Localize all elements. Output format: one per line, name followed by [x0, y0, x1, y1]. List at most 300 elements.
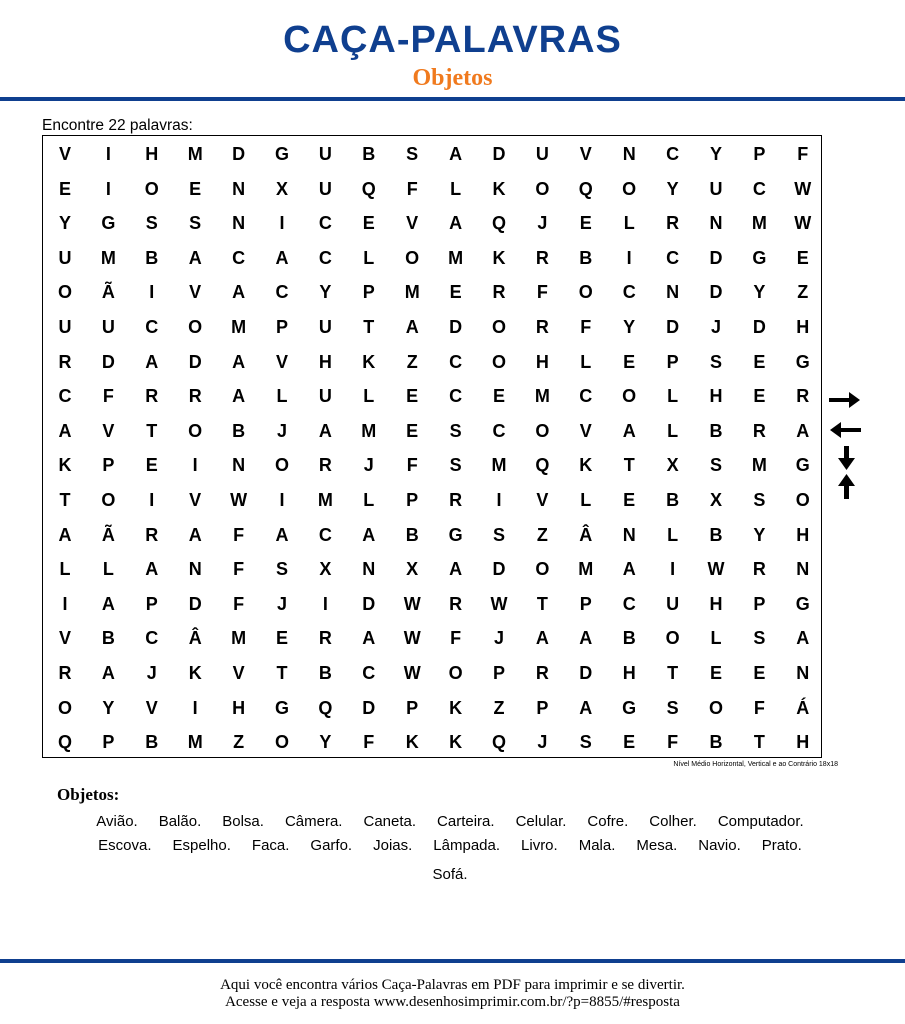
grid-letter: B — [709, 524, 723, 545]
grid-letter: V — [579, 144, 592, 164]
grid-letter: M — [534, 386, 550, 407]
grid-letter: D — [188, 593, 202, 614]
grid-letter: C — [145, 628, 159, 649]
grid-letter: T — [59, 490, 71, 510]
grid-letter: G — [274, 697, 289, 718]
grid-letter: A — [145, 559, 159, 580]
grid-letter: S — [189, 213, 202, 234]
arrow-up-icon — [838, 474, 855, 499]
grid-letter: V — [189, 490, 202, 510]
grid-letter: N — [362, 559, 376, 580]
grid-letter: T — [536, 593, 548, 614]
grid-letter: O — [622, 386, 637, 407]
grid-letter: S — [753, 490, 766, 510]
grid-letter: G — [795, 593, 810, 614]
grid-letter: O — [57, 697, 72, 718]
grid-letter: P — [406, 490, 419, 510]
grid-letter: L — [580, 490, 592, 510]
grid-letter: U — [318, 386, 332, 407]
grid-letter: W — [403, 593, 421, 614]
grid-letter: H — [232, 697, 246, 718]
grid-letter: W — [794, 178, 812, 199]
grid-letter: K — [492, 247, 506, 268]
grid-letter: U — [318, 178, 332, 199]
grid-letter: O — [535, 420, 550, 441]
grid-letter: A — [275, 524, 289, 545]
grid-letter: X — [406, 559, 419, 580]
grid-letter: R — [535, 663, 549, 683]
grid-letter: N — [232, 455, 246, 476]
footer-line-2: Acesse e veja a resposta www.desenhosimprimir.com.br/?p=8855/#resposta — [225, 994, 680, 1010]
grid-letter: B — [362, 144, 376, 164]
grid-letter: O — [578, 282, 593, 303]
grid-letter: K — [188, 663, 202, 683]
grid-letter: Ã — [101, 524, 115, 545]
grid-letter: O — [274, 455, 289, 476]
grid-letter: U — [58, 317, 72, 337]
grid-letter: C — [752, 178, 766, 199]
grid-letter: O — [101, 490, 116, 510]
grid-letter: U — [58, 247, 72, 268]
grid-letter: L — [450, 178, 462, 199]
page-title: CAÇA-PALAVRAS — [283, 19, 622, 61]
grid-letter: T — [146, 420, 158, 441]
grid-letter: Q — [491, 732, 506, 753]
grid-letter: F — [536, 282, 548, 303]
grid-letter: B — [709, 732, 723, 753]
grid-letter: A — [579, 697, 593, 718]
grid-letter: Â — [188, 628, 202, 649]
grid-letter: Â — [579, 524, 593, 545]
grid-letter: Y — [709, 144, 722, 164]
grid-letter: L — [580, 351, 592, 372]
grid-letter: E — [623, 732, 636, 753]
grid-letter: A — [622, 420, 636, 441]
grid-letter: E — [579, 213, 592, 234]
grid-letter: F — [406, 178, 418, 199]
grid-letter: K — [579, 455, 593, 476]
grid-letter: O — [622, 178, 637, 199]
arrow-right-icon — [829, 392, 860, 408]
word-list-item: Bolsa. — [222, 813, 264, 830]
grid-letter: L — [363, 490, 375, 510]
grid-letter: L — [59, 559, 71, 580]
grid-letter: B — [101, 628, 115, 649]
word-list-item: Joias. — [373, 837, 413, 854]
word-list-item: Lâmpada. — [433, 837, 501, 854]
grid-letter: M — [751, 213, 767, 234]
grid-letter: E — [709, 663, 722, 683]
word-list-item: Garfo. — [310, 837, 353, 854]
word-list-item: Escova. — [98, 837, 152, 854]
grid-letter: N — [232, 178, 246, 199]
grid-letter: K — [58, 455, 72, 476]
grid-letter: D — [666, 317, 680, 337]
grid-letter: S — [275, 559, 288, 580]
grid-letter: F — [667, 732, 679, 753]
grid-letter: T — [363, 317, 375, 337]
grid-letter: P — [579, 593, 592, 614]
grid-letter: E — [623, 351, 636, 372]
level-note: Nível Médio Horizontal, Vertical e ao Contrário 18x18 — [673, 761, 838, 768]
grid-letter: W — [794, 213, 812, 234]
grid-letter: B — [622, 628, 636, 649]
grid-letter: D — [188, 351, 202, 372]
grid-letter: F — [797, 144, 809, 164]
grid-letter: J — [493, 628, 504, 649]
word-list-item: Câmera. — [284, 813, 343, 830]
grid-letter: C — [145, 317, 159, 337]
grid-letter: E — [145, 455, 158, 476]
word-list-item: Balão. — [158, 813, 202, 830]
grid-letter: O — [188, 420, 203, 441]
grid-letter: Q — [57, 732, 72, 753]
grid-letter: A — [362, 524, 376, 545]
grid-letter: V — [102, 420, 115, 441]
grid-letter: M — [231, 628, 247, 649]
grid-letter: P — [536, 697, 549, 718]
arrow-down-icon — [838, 446, 855, 470]
grid-letter: D — [709, 282, 723, 303]
grid-letter: N — [666, 282, 680, 303]
grid-letter: L — [667, 386, 679, 407]
grid-letter: I — [322, 593, 328, 614]
grid-letter: R — [449, 490, 463, 510]
grid-letter: S — [666, 697, 679, 718]
grid-letter: W — [490, 593, 508, 614]
footer-line-1: Aqui você encontra vários Caça-Palavras em PDF para imprimir e se divertir. — [220, 977, 685, 993]
grid-letter: C — [318, 524, 332, 545]
grid-letter: S — [753, 628, 766, 649]
grid-letter: E — [58, 178, 71, 199]
grid-letter: B — [405, 524, 419, 545]
grid-letter: B — [145, 247, 159, 268]
grid-letter: F — [580, 317, 592, 337]
grid-letter: V — [189, 282, 202, 303]
grid-letter: A — [579, 628, 593, 649]
bottom-divider — [0, 959, 905, 963]
grid-letter: D — [579, 663, 593, 683]
grid-letter: Y — [102, 697, 115, 718]
grid-letter: J — [146, 663, 157, 683]
grid-letter: E — [753, 663, 766, 683]
grid-letter: N — [188, 559, 202, 580]
grid-letter: K — [362, 351, 376, 372]
word-list-item: Avião. — [96, 813, 138, 830]
grid-letter: A — [101, 593, 115, 614]
grid-letter: S — [406, 144, 419, 164]
grid-letter: O — [405, 247, 420, 268]
grid-letter: C — [492, 420, 506, 441]
grid-letter: C — [449, 351, 463, 372]
grid-letter: I — [192, 455, 198, 476]
grid-letter: R — [145, 386, 159, 407]
grid-letter: F — [753, 697, 765, 718]
grid-letter: G — [622, 697, 637, 718]
grid-letter: C — [579, 386, 593, 407]
grid-letter: P — [406, 697, 419, 718]
grid-letter: P — [362, 282, 375, 303]
grid-letter: O — [535, 559, 550, 580]
grid-letter: I — [496, 490, 502, 510]
grid-letter: E — [189, 178, 202, 199]
grid-letter: R — [535, 317, 549, 337]
grid-letter: L — [623, 213, 635, 234]
grid-letter: S — [449, 420, 462, 441]
word-list-item: Mala. — [578, 837, 616, 854]
grid-letter: M — [578, 559, 594, 580]
grid-letter: S — [709, 455, 722, 476]
grid-letter: C — [666, 247, 680, 268]
grid-letter: N — [622, 144, 636, 164]
grid-letter: S — [492, 524, 505, 545]
grid-letter: Q — [578, 178, 593, 199]
word-list-item: Mesa. — [636, 837, 678, 854]
grid-letter: E — [449, 282, 462, 303]
grid-letter: K — [449, 697, 463, 718]
grid-letter: V — [275, 351, 288, 372]
grid-letter: B — [145, 732, 159, 753]
grid-letter: O — [491, 351, 506, 372]
grid-letter: I — [149, 490, 155, 510]
word-list-line-2 — [40, 837, 860, 855]
grid-letter: R — [188, 386, 202, 407]
grid-letter: B — [666, 490, 680, 510]
word-list-heading: Objetos: — [57, 785, 120, 804]
word-list-item: Prato. — [761, 837, 802, 854]
grid-letter: G — [448, 524, 463, 545]
grid-letter: R — [796, 386, 810, 407]
grid-letter: C — [318, 213, 332, 234]
grid-letter: B — [709, 420, 723, 441]
instruction-text: Encontre 22 palavras: — [42, 117, 193, 134]
grid-letter: M — [187, 144, 203, 164]
grid-letter: P — [145, 593, 158, 614]
grid-letter: U — [318, 144, 332, 164]
grid-letter: P — [666, 351, 679, 372]
arrow-left-icon — [830, 422, 861, 438]
grid-letter: A — [362, 628, 376, 649]
grid-letter: A — [188, 524, 202, 545]
grid-letter: I — [279, 490, 285, 510]
grid-letter: O — [274, 732, 289, 753]
grid-letter: N — [232, 213, 246, 234]
grid-letter: M — [448, 247, 464, 268]
grid-letter: F — [406, 455, 418, 476]
grid-letter: D — [709, 247, 723, 268]
grid-letter: G — [752, 247, 767, 268]
grid-letter: A — [145, 351, 159, 372]
word-list-line-3 — [40, 866, 860, 884]
grid-letter: I — [626, 247, 632, 268]
grid-letter: Z — [493, 697, 505, 718]
grid-letter: M — [404, 282, 420, 303]
grid-letter: V — [58, 144, 71, 164]
grid-letter: O — [491, 317, 506, 337]
grid-letter: J — [537, 732, 548, 753]
grid-letter: J — [276, 420, 287, 441]
grid-letter: B — [318, 663, 332, 683]
grid-letter: T — [667, 663, 679, 683]
grid-letter: Z — [233, 732, 245, 753]
grid-letter: E — [753, 351, 766, 372]
grid-letter: R — [145, 524, 159, 545]
grid-letter: Q — [491, 213, 506, 234]
grid-letter: P — [492, 663, 505, 683]
word-list-line-1 — [40, 813, 860, 831]
grid-letter: A — [622, 559, 636, 580]
letter-grid — [42, 135, 822, 758]
grid-letter: L — [363, 386, 375, 407]
grid-letter: O — [708, 697, 723, 718]
grid-letter: F — [233, 524, 245, 545]
grid-letter: A — [101, 663, 115, 683]
grid-letter: M — [187, 732, 203, 753]
grid-letter: G — [101, 213, 116, 234]
grid-letter: V — [406, 213, 419, 234]
grid-letter: T — [276, 663, 288, 683]
grid-letter: J — [710, 317, 721, 337]
grid-letter: Z — [536, 524, 548, 545]
grid-letter: T — [623, 455, 635, 476]
grid-letter: G — [274, 144, 289, 164]
grid-letter: A — [232, 351, 246, 372]
grid-letter: E — [406, 386, 419, 407]
grid-letter: A — [188, 247, 202, 268]
grid-letter: B — [232, 420, 246, 441]
grid-letter: Z — [406, 351, 418, 372]
grid-letter: Á — [796, 697, 810, 718]
grid-letter: M — [231, 317, 247, 337]
grid-letter: Y — [753, 524, 766, 545]
grid-letter: U — [101, 317, 115, 337]
grid-letter: G — [795, 351, 810, 372]
grid-letter: L — [667, 420, 679, 441]
grid-letter: J — [276, 593, 287, 614]
grid-letter: S — [579, 732, 592, 753]
grid-letter: Y — [666, 178, 679, 199]
word-list-item: Cofre. — [587, 813, 629, 830]
grid-letter: E — [492, 386, 505, 407]
grid-letter: N — [622, 524, 636, 545]
grid-letter: F — [450, 628, 462, 649]
grid-letter: R — [318, 455, 332, 476]
grid-letter: O — [665, 628, 680, 649]
grid-letter: O — [57, 282, 72, 303]
grid-letter: S — [145, 213, 158, 234]
grid-letter: C — [362, 663, 376, 683]
word-list-item: Computador. — [717, 813, 804, 830]
grid-letter: K — [405, 732, 419, 753]
word-list-item: Faca. — [251, 837, 290, 854]
grid-letter: P — [275, 317, 288, 337]
grid-letter: H — [622, 663, 636, 683]
grid-letter: W — [707, 559, 725, 580]
grid-letter: V — [145, 697, 158, 718]
grid-letter: N — [796, 559, 810, 580]
grid-letter: D — [449, 317, 463, 337]
grid-letter: K — [492, 178, 506, 199]
grid-letter: A — [796, 628, 810, 649]
grid-letter: I — [62, 593, 68, 614]
grid-letter: H — [145, 144, 159, 164]
grid-letter: I — [192, 697, 198, 718]
grid-letter: Q — [535, 455, 550, 476]
grid-letter: P — [102, 455, 115, 476]
grid-letter: I — [279, 213, 285, 234]
grid-letter: J — [363, 455, 374, 476]
grid-letter: D — [101, 351, 115, 372]
grid-letter: C — [232, 247, 246, 268]
grid-letter: S — [709, 351, 722, 372]
grid-letter: M — [491, 455, 507, 476]
grid-letter: E — [406, 420, 419, 441]
grid-letter: L — [667, 524, 679, 545]
grid-letter: A — [232, 386, 246, 407]
grid-letter: M — [751, 455, 767, 476]
grid-letter: D — [232, 144, 246, 164]
grid-letter: O — [188, 317, 203, 337]
grid-letter: L — [102, 559, 114, 580]
grid-letter: H — [709, 593, 723, 614]
grid-letter: R — [318, 628, 332, 649]
word-list-item: Navio. — [698, 837, 741, 854]
grid-letter: V — [58, 628, 71, 649]
grid-letter: R — [752, 559, 766, 580]
grid-letter: C — [275, 282, 289, 303]
grid-letter: C — [622, 282, 636, 303]
grid-letter: E — [275, 628, 288, 649]
grid-letter: O — [795, 490, 810, 510]
top-divider — [0, 97, 905, 101]
grid-letter: F — [363, 732, 375, 753]
grid-letter: Y — [319, 282, 332, 303]
grid-letter: E — [623, 490, 636, 510]
grid-letter: L — [276, 386, 288, 407]
grid-letter: Q — [318, 697, 333, 718]
grid-letter: A — [796, 420, 810, 441]
grid-letter: J — [537, 213, 548, 234]
direction-arrows — [825, 388, 865, 503]
grid-letter: Q — [361, 178, 376, 199]
grid-letter: P — [753, 593, 766, 614]
grid-letter: F — [233, 559, 245, 580]
word-list-item: Espelho. — [172, 837, 231, 854]
grid-letter: T — [753, 732, 765, 753]
grid-letter: H — [535, 351, 549, 372]
grid-letter: R — [58, 663, 72, 683]
grid-letter: O — [144, 178, 159, 199]
grid-letter: A — [58, 524, 72, 545]
page-subtitle: Objetos — [412, 65, 493, 91]
grid-letter: A — [449, 144, 463, 164]
grid-letter: G — [795, 455, 810, 476]
grid-letter: E — [796, 247, 809, 268]
grid-letter: F — [233, 593, 245, 614]
word-list-item: Celular. — [515, 813, 567, 830]
word-list-item: Colher. — [649, 813, 697, 830]
grid-letter: U — [709, 178, 723, 199]
grid-letter: A — [232, 282, 246, 303]
grid-letter: N — [709, 213, 723, 234]
grid-letter: D — [362, 697, 376, 718]
grid-letter: X — [275, 178, 288, 199]
grid-letter: C — [449, 386, 463, 407]
grid-letter: M — [317, 490, 333, 510]
grid-letter: A — [449, 559, 463, 580]
grid-letter: R — [752, 420, 766, 441]
grid-letter: W — [230, 490, 248, 510]
